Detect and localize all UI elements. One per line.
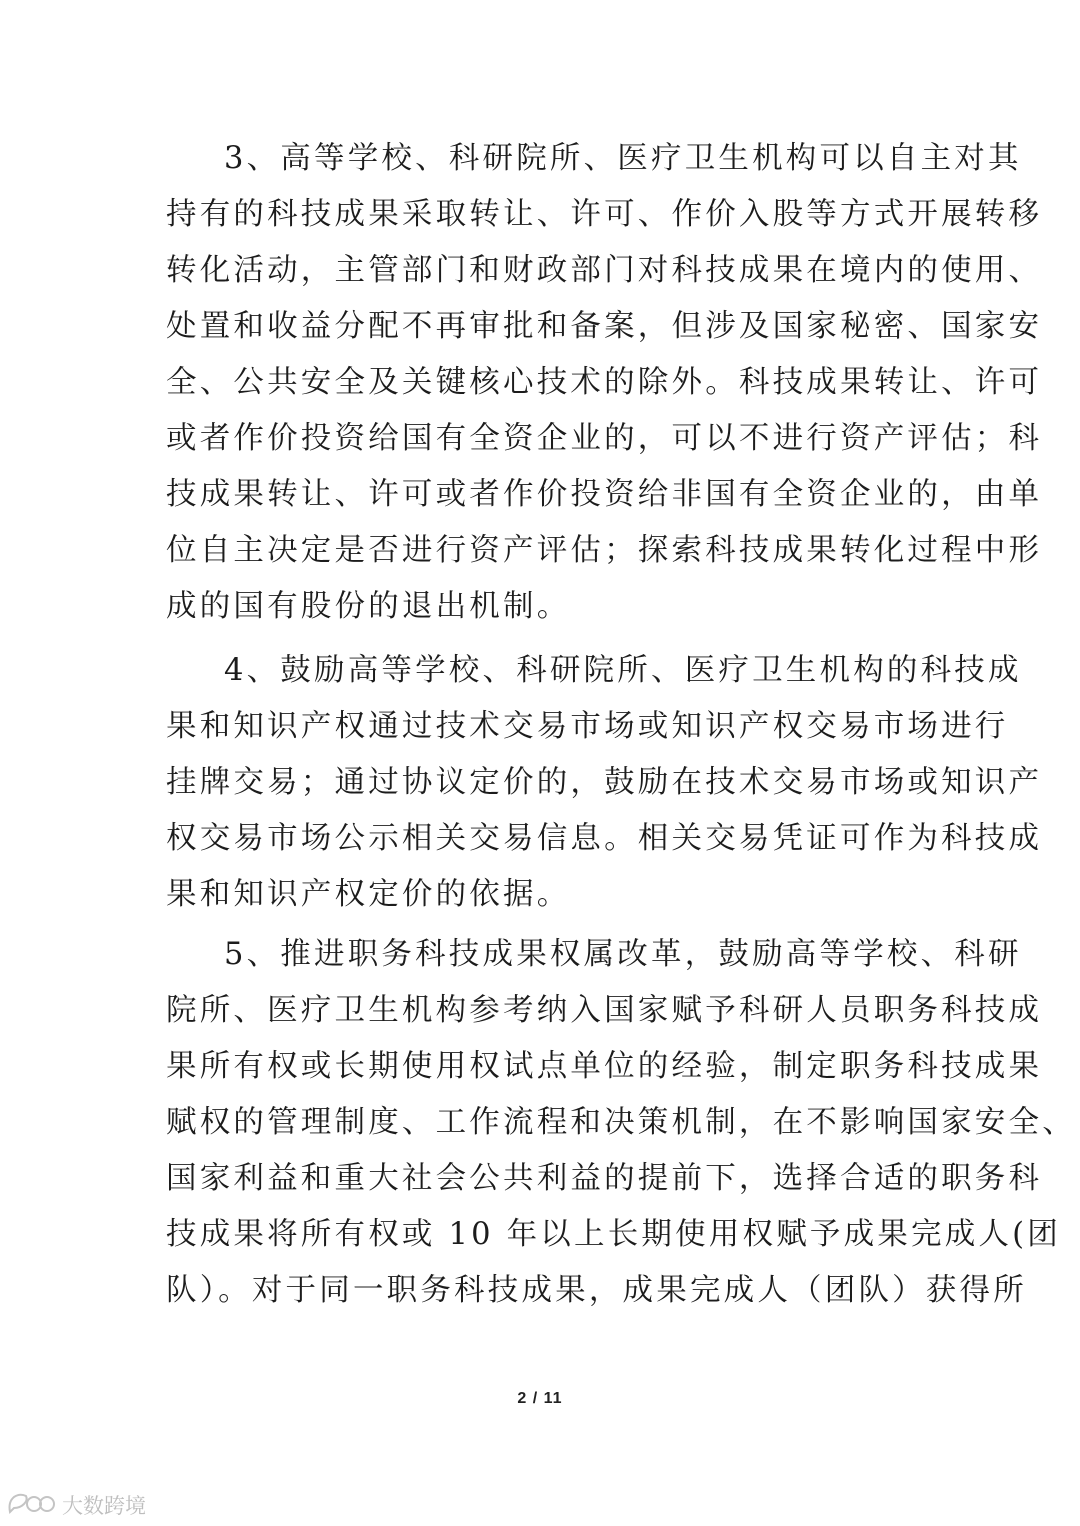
paragraph-line: 院所、医疗卫生机构参考纳入国家赋予科研人员职务科技成 [166,993,1043,1028]
paragraph-line: 挂牌交易；通过协议定价的，鼓励在技术交易市场或知识产 [166,765,1043,800]
paragraph-line: 赋权的管理制度、工作流程和决策机制，在不影响国家安全、 [166,1105,1076,1140]
paragraph-line: 持有的科技成果采取转让、许可、作价入股等方式开展转移 [166,197,1043,232]
paragraph-line: 或者作价投资给国有全资企业的，可以不进行资产评估；科 [166,421,1043,456]
chat-bubble-logo-icon [6,1490,56,1520]
watermark-text: 大数跨境 [62,1494,146,1518]
paragraph-line: 位自主决定是否进行资产评估；探索科技成果转化过程中形 [166,533,1043,568]
paragraph-line: 国家利益和重大社会公共利益的提前下，选择合适的职务科 [166,1161,1043,1196]
paragraph-line: 处置和收益分配不再审批和备案，但涉及国家秘密、国家安 [166,309,1043,344]
paragraph-line: 果和知识产权定价的依据。 [166,877,571,912]
paragraph-line: 全、公共安全及关键核心技术的除外。科技成果转让、许可 [166,365,1043,400]
paragraph-line: 果和知识产权通过技术交易市场或知识产权交易市场进行 [166,709,1009,744]
paragraph-line: 3、高等学校、科研院所、医疗卫生机构可以自主对其 [224,141,1022,176]
paragraph-line: 5、推进职务科技成果权属改革，鼓励高等学校、科研 [224,937,1022,972]
paragraph-line: 技成果转让、许可或者作价投资给非国有全资企业的，由单 [166,477,1043,512]
watermark [6,1490,146,1520]
paragraph-1 [166,131,1043,635]
paragraph-3 [166,927,1076,1319]
paragraph-line: 成的国有股份的退出机制。 [166,589,571,624]
paragraph-2 [166,643,1043,923]
paragraph-line: 权交易市场公示相关交易信息。相关交易凭证可作为科技成 [166,821,1043,856]
page-number: 2 / 11 [517,1390,563,1407]
paragraph-line: 果所有权或长期使用权试点单位的经验，制定职务科技成果 [166,1049,1043,1084]
paragraph-line: 4、鼓励高等学校、科研院所、医疗卫生机构的科技成 [224,653,1022,688]
paragraph-line: 技成果将所有权或 10 年以上长期使用权赋予成果完成人(团 [166,1217,1061,1252]
paragraph-line: 队）。对于同一职务科技成果，成果完成人（团队）获得所 [166,1273,1027,1308]
paragraph-line: 转化活动，主管部门和财政部门对科技成果在境内的使用、 [166,253,1043,288]
